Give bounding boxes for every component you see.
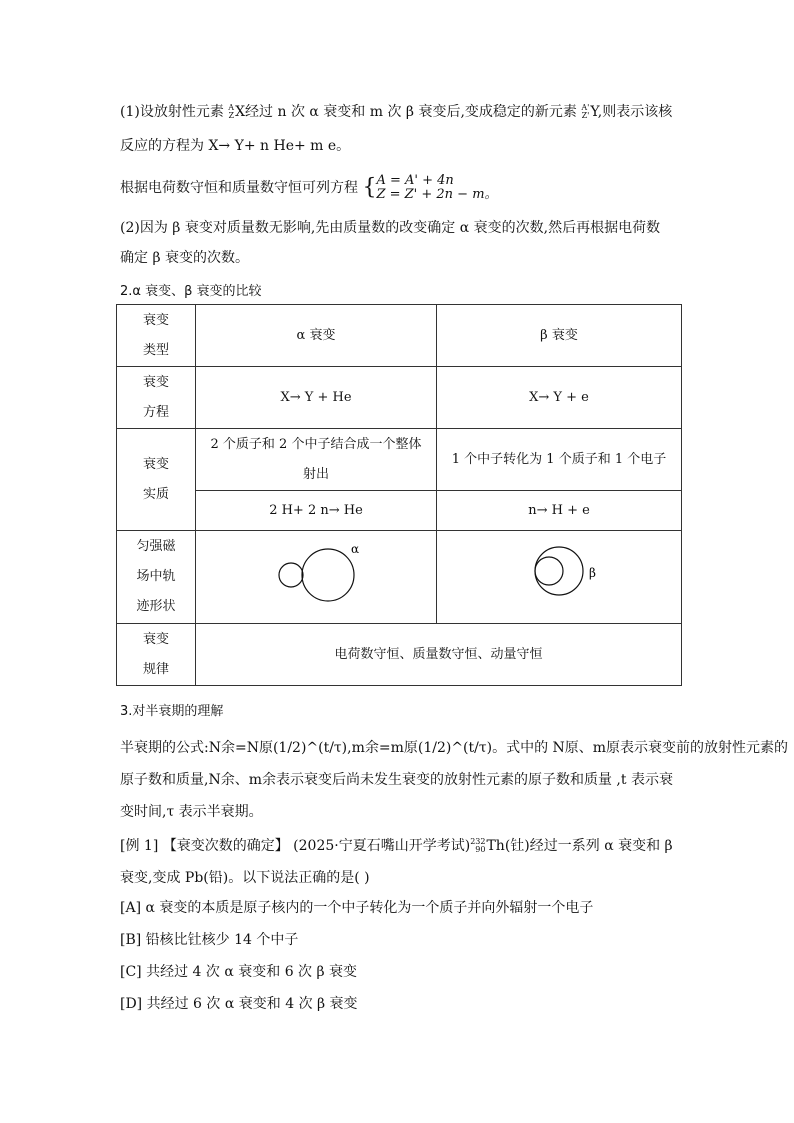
alpha-track bbox=[196, 531, 437, 624]
row-header: 衰变 实质 bbox=[117, 429, 196, 531]
table-row bbox=[117, 429, 682, 491]
option-b[interactable]: [B] 铅核比钍核少 14 个中子 bbox=[120, 932, 299, 948]
table-row bbox=[117, 624, 682, 686]
beta-large-circle bbox=[535, 547, 583, 595]
example-line2: 衰变,变成 Pb(铅)。以下说法正确的是( ) bbox=[120, 870, 370, 886]
table-row bbox=[117, 367, 682, 429]
example-line1: [例 1] 【衰变次数的确定】 (2025·宁夏石嘴山开学考试) 232 90 Th(钍)经过一系列 α 衰变和 β bbox=[120, 837, 673, 854]
beta-small-circle bbox=[535, 557, 563, 585]
table-row bbox=[117, 491, 682, 531]
para3-line2: 原子数和质量,N余、m余表示衰变后尚未发生衰变的放射性元素的原子数和质量 ,t 表示衰 bbox=[120, 772, 673, 788]
alpha-large-circle bbox=[302, 549, 354, 601]
decay-law: 电荷数守恒、质量数守恒、动量守恒 bbox=[196, 624, 682, 686]
option-c[interactable]: [C] 共经过 4 次 α 衰变和 6 次 β 衰变 bbox=[120, 964, 358, 980]
para1-line4: (2)因为 β 衰变对质量数无影响,先由质量数的改变确定 α 衰变的次数,然后再根据电荷数 bbox=[120, 220, 661, 236]
comparison-table bbox=[116, 304, 682, 686]
alpha-track-diagram bbox=[261, 531, 371, 611]
beta-essence-equation: n→ H + e bbox=[437, 491, 682, 531]
table-row bbox=[117, 305, 682, 367]
beta-header: β 衰变 bbox=[437, 305, 682, 367]
section-3-title: 3.对半衰期的理解 bbox=[120, 704, 224, 719]
alpha-essence: 2 个质子和 2 个中子结合成一个整体 射出 bbox=[196, 429, 437, 491]
para1-line1: (1)设放射性元素 A Z X经过 n 次 α 衰变和 m 次 β 衰变后,变成稳定的新元素 A' Z' Y,则表示该核 bbox=[120, 103, 673, 120]
beta-track-label: β bbox=[589, 566, 596, 580]
table-row bbox=[117, 531, 682, 624]
para1-line2: 反应的方程为 X→ Y+ n He+ m e。 bbox=[120, 138, 351, 154]
beta-track bbox=[437, 531, 682, 624]
row-header: 衰变 规律 bbox=[117, 624, 196, 686]
alpha-track-label: α bbox=[351, 542, 360, 556]
para1-line3: 根据电荷数守恒和质量数守恒可列方程 {A = A' + 4n Z = Z' + 2n − m。 bbox=[120, 173, 498, 202]
row-header: 衰变 类型 bbox=[117, 305, 196, 367]
beta-track-diagram bbox=[504, 531, 614, 611]
beta-essence: 1 个中子转化为 1 个质子和 1 个电子 bbox=[437, 429, 682, 491]
option-d[interactable]: [D] 共经过 6 次 α 衰变和 4 次 β 衰变 bbox=[120, 996, 358, 1012]
option-a[interactable]: [A] α 衰变的本质是原子核内的一个中子转化为一个质子并向外辐射一个电子 bbox=[120, 900, 594, 916]
alpha-essence-equation: 2 H+ 2 n→ He bbox=[196, 491, 437, 531]
section-2-title: 2.α 衰变、β 衰变的比较 bbox=[120, 284, 262, 299]
row-header: 衰变 方程 bbox=[117, 367, 196, 429]
row-header: 匀强磁 场中轨 迹形状 bbox=[117, 531, 196, 624]
alpha-small-circle bbox=[279, 563, 303, 587]
alpha-header: α 衰变 bbox=[196, 305, 437, 367]
para3-line1: 半衰期的公式:N余=N原(1/2)^(t/τ),m余=m原(1/2)^(t/τ)。式中的 N原、m原表示衰变前的放射性元素的 bbox=[120, 740, 789, 756]
decay-equation: X→ Y+ n He+ m e。 bbox=[208, 138, 351, 154]
para1-line5: 确定 β 衰变的次数。 bbox=[120, 250, 249, 266]
beta-equation: X→ Y + e bbox=[437, 367, 682, 429]
alpha-equation: X→ Y + He bbox=[196, 367, 437, 429]
para3-line3: 变时间,τ 表示半衰期。 bbox=[120, 804, 263, 820]
